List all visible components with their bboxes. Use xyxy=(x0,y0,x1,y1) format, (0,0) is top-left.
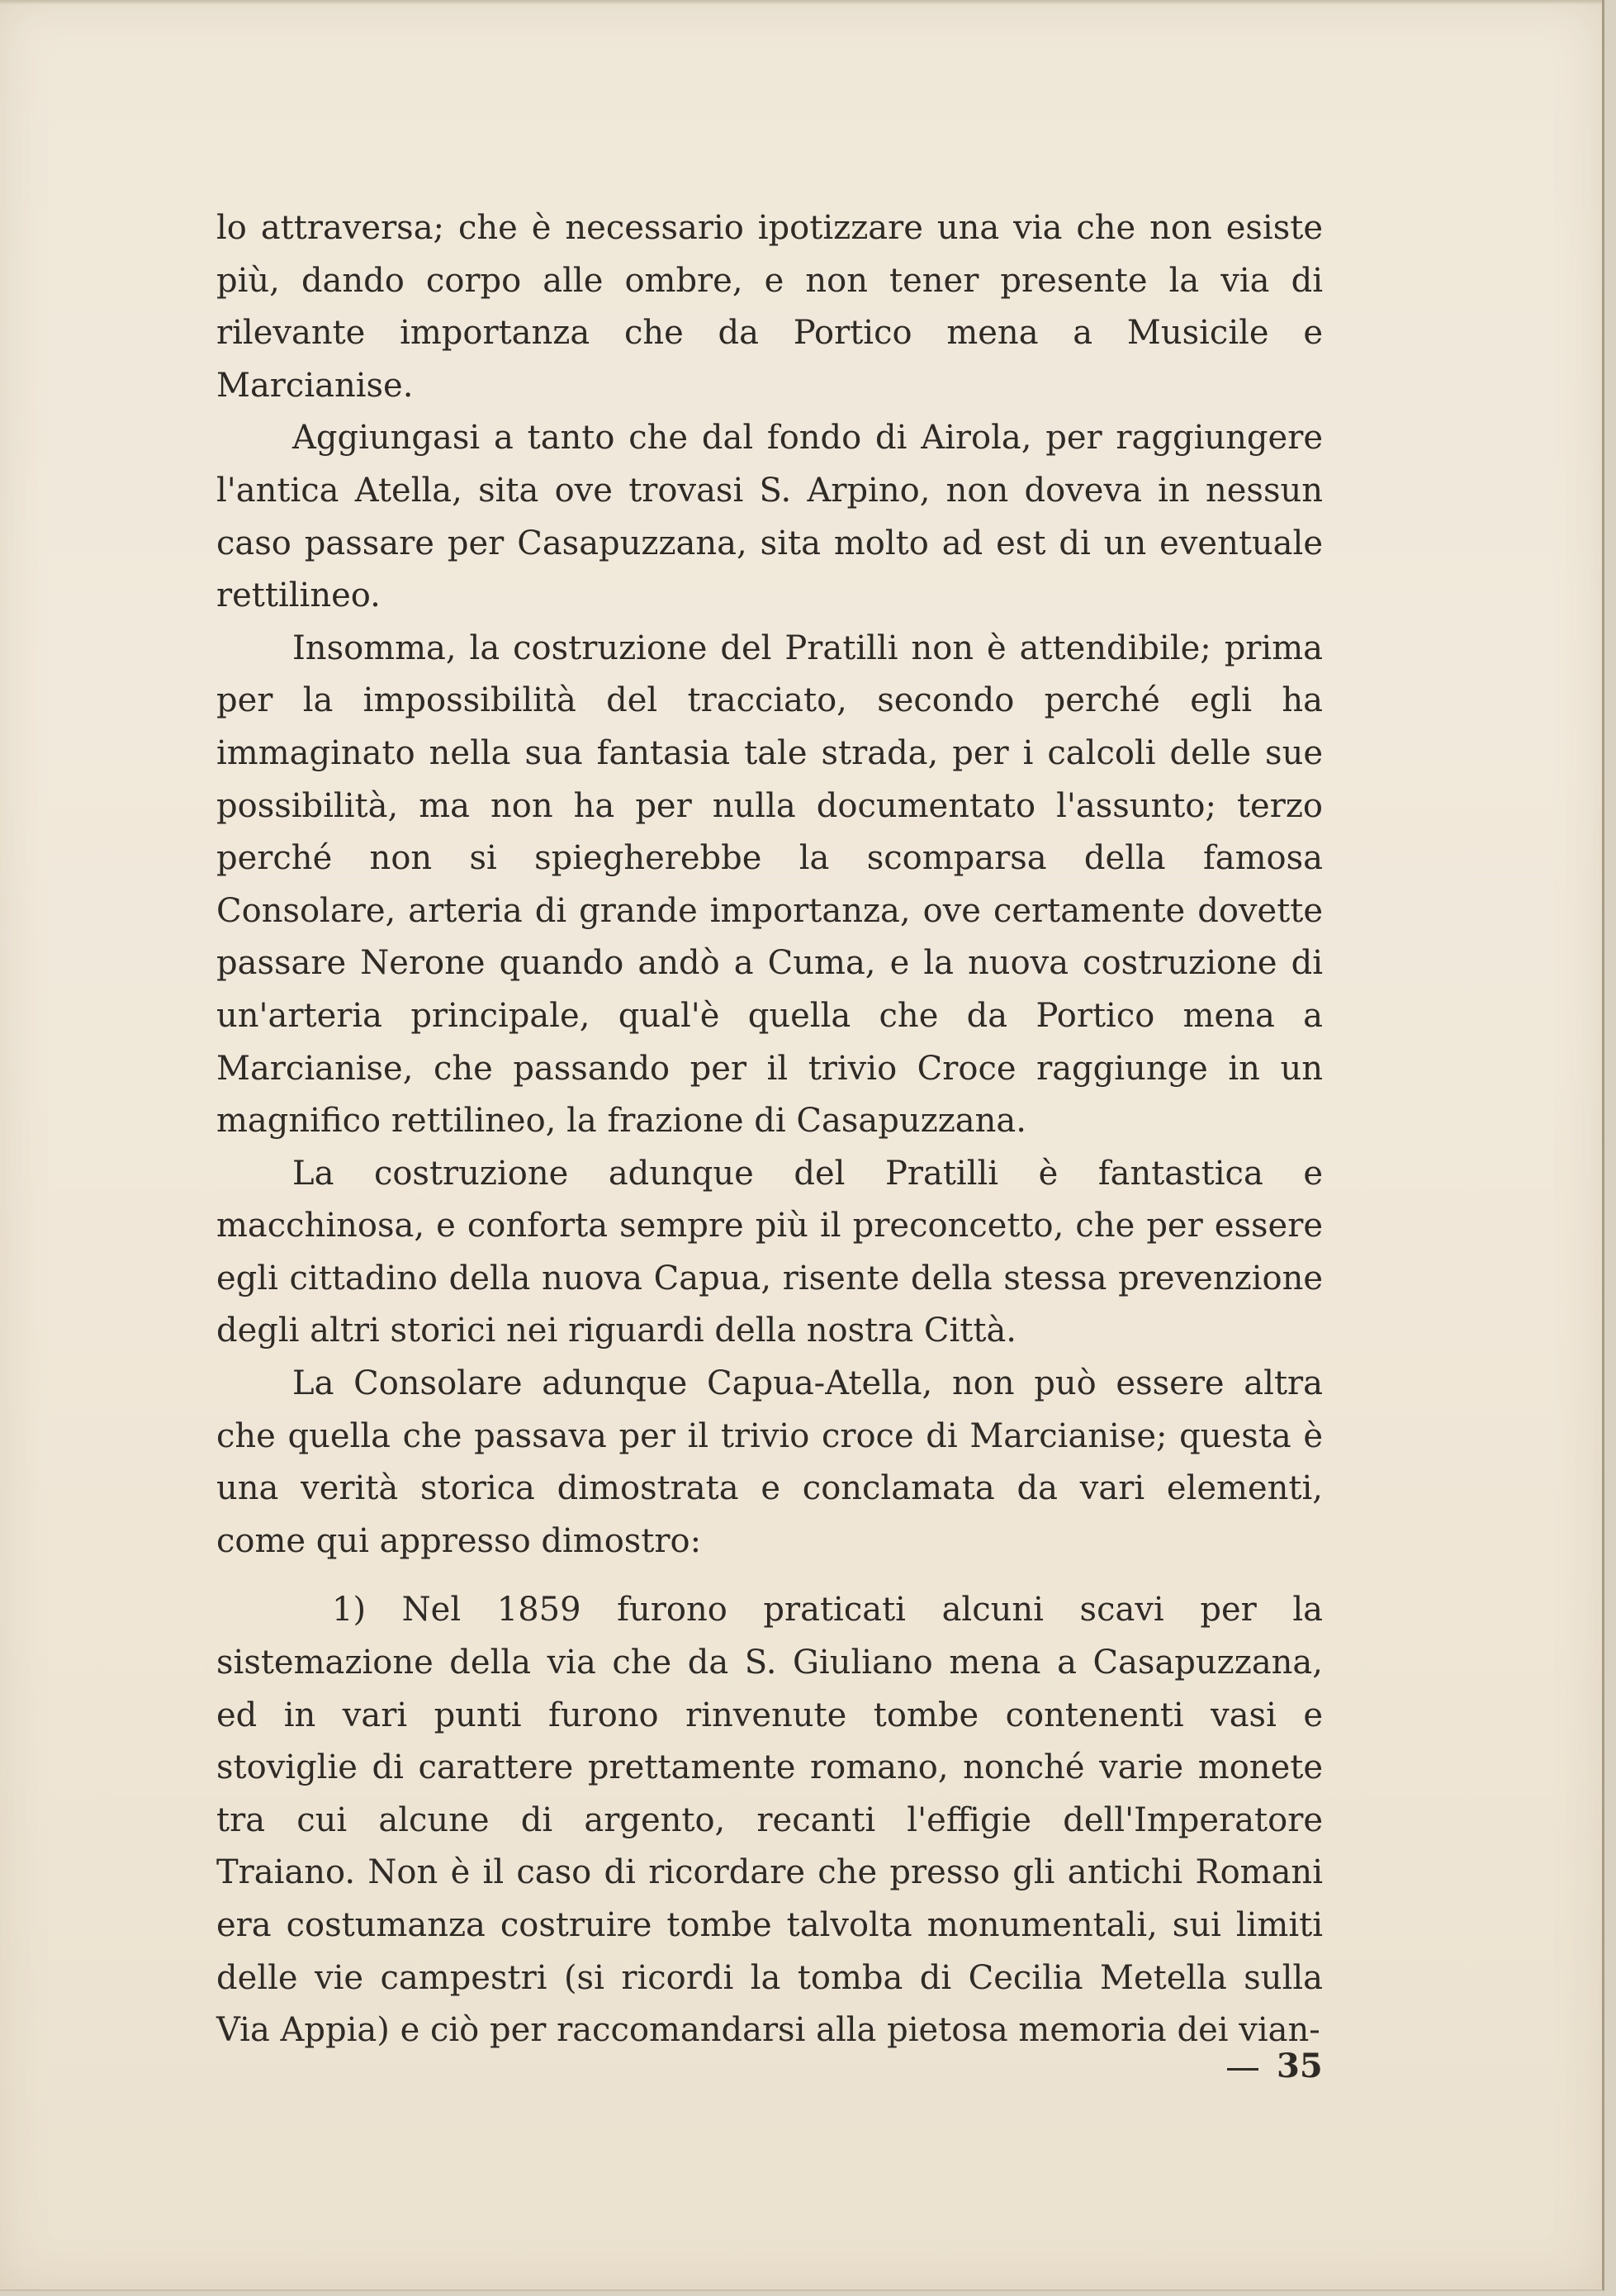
paragraph-3: Insomma, la costruzione del Pratilli non è attendibile; prima per la impossibilità del tracciato, secondo perché egli ha immaginato nella sua fantasia tale strada, per i calcoli delle sue possibilità, ma non ha per nulla documentato l'assunto; terzo perché non si spiegherebbe la scomparsa della famosa Consolare, arteria di grande importanza, ove certamente dovette passare Nerone quando andò a Cuma, e la nuova costruzione di un'arteria principale, qual'è quella che da Portico mena a Marcianise, che passando per il trivio Croce raggiunge in un magnifico rettilineo, la frazione di Casapuzzana. xyxy=(216,629,1323,1141)
paragraph-2: Aggiungasi a tanto che dal fondo di Airola, per raggiungere l'antica Atella, sita ove trovasi S. Arpino, non doveva in nessun caso passare per Casapuzzana, sita molto ad est di un eventuale rettilineo. xyxy=(216,419,1323,615)
paragraph-4: La costruzione adunque del Pratilli è fantastica e macchinosa, e conforta sempre più il preconcetto, che per essere egli cittadino della nuova Capua, risente della stessa prevenzione degli altri storici nei riguardi della nostra Città. xyxy=(216,1154,1323,1350)
body-text xyxy=(216,202,1323,2057)
page-number-value: 35 xyxy=(1277,2047,1323,2085)
page-number xyxy=(1227,2047,1323,2085)
paragraph-1: lo attraversa; che è necessario ipotizzare una via che non esiste più, dando corpo alle ombre, e non tener presente la via di rilevante importanza che da Portico mena a Musicile e Marcianise. xyxy=(216,209,1323,405)
paragraph-6-numbered: 1) Nel 1859 furono praticati alcuni scavi per la sistemazione della via che da S. Giuliano mena a Casapuzzana, ed in vari punti furono rinvenute tombe contenenti vasi e stoviglie di carattere prettamente romano, nonché varie monete tra cui alcune di argento, recanti l'effigie dell'Imperatore Traiano. Non è il caso di ricordare che presso gli antichi Romani era costumanza costruire tombe talvolta monumentali, sui limiti delle vie campestri (si ricordi la tomba di Cecilia Metella sulla Via Appia) e ciò per raccomandarsi alla pietosa memoria dei vian- xyxy=(216,1591,1323,2050)
folio-dash xyxy=(1227,2068,1258,2071)
page-edge xyxy=(0,0,1602,5)
paragraph-5: La Consolare adunque Capua-Atella, non può essere altra che quella che passava per il trivio croce di Marcianise; questa è una verità storica dimostrata e conclamata da vari elementi, come qui appresso dimostro: xyxy=(216,1364,1323,1560)
